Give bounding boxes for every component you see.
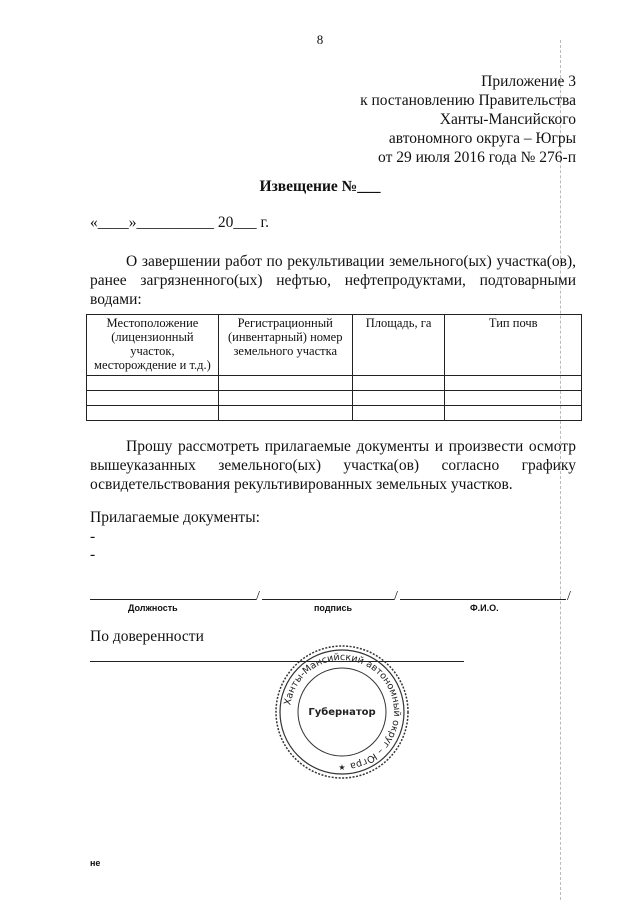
signature-separator: /: [567, 589, 571, 604]
request-text: Прошу рассмотреть прилагаемые документы и произвести осмотр вышеуказанных земельного(ых) участка(ов) согласно графику освидетельствования рекультивированных земельных участков.: [90, 438, 576, 493]
header-soil-type: Тип почв: [445, 315, 582, 376]
table-cell[interactable]: [218, 376, 352, 391]
table-cell[interactable]: [87, 406, 219, 421]
page-number: 8: [316, 32, 324, 47]
table-row: [87, 376, 582, 391]
table-cell[interactable]: [352, 406, 445, 421]
header-location: Местоположение (лицензионный участок, месторождение и т.д.): [87, 315, 219, 376]
signature-line[interactable]: [262, 599, 394, 600]
header-area: Площадь, га: [352, 315, 445, 376]
appendix-line: автономного округа – Югры: [388, 130, 576, 147]
full-name-label: Ф.И.О.: [470, 603, 499, 613]
position-line[interactable]: [90, 599, 256, 600]
signature-separator: /: [394, 589, 398, 604]
seal-center-text: Губернатор: [308, 707, 376, 718]
attached-doc-item: -: [90, 528, 96, 545]
table-cell[interactable]: [352, 376, 445, 391]
request-paragraph: [90, 437, 576, 494]
table-cell[interactable]: [218, 391, 352, 406]
intro-text: О завершении работ по рекультивации земельного(ых) участка(ов), ранее загрязненного(ых) нефтью, нефтепродуктами, подтоварными водами:: [90, 253, 576, 308]
intro-paragraph: [90, 252, 576, 309]
table-cell[interactable]: [445, 406, 582, 421]
plots-table: [86, 314, 582, 421]
header-registration-number: Регистрационный (инвентарный) номер земельного участка: [218, 315, 352, 376]
appendix-line: к постановлению Правительства: [360, 92, 576, 109]
seal-star-icon: ★: [338, 763, 346, 772]
appendix-line: Приложение 3: [481, 73, 576, 90]
table-row: [87, 406, 582, 421]
position-label: Должность: [128, 603, 178, 613]
table-cell[interactable]: [87, 376, 219, 391]
governor-seal: [272, 642, 412, 782]
attached-doc-item: -: [90, 546, 96, 563]
table-cell[interactable]: [445, 391, 582, 406]
full-name-line[interactable]: [400, 599, 566, 600]
appendix-line: Ханты-Мансийского: [439, 111, 576, 128]
date-line: «____»__________ 20___ г.: [90, 214, 269, 231]
table-cell[interactable]: [87, 391, 219, 406]
proxy-label: По доверенности: [90, 628, 204, 645]
appendix-line: от 29 июля 2016 года № 276-п: [378, 149, 576, 166]
seal-ring-text: Ханты-Мансийский автономный округ – Югра: [282, 651, 403, 772]
attached-docs-label: Прилагаемые документы:: [90, 509, 260, 526]
appendix-block: [236, 72, 576, 167]
table-cell[interactable]: [352, 391, 445, 406]
corner-mark: не: [90, 858, 101, 868]
table-cell[interactable]: [445, 376, 582, 391]
table-cell[interactable]: [218, 406, 352, 421]
notice-title: Извещение №___: [259, 178, 381, 195]
table-row: [87, 391, 582, 406]
table-header-row: [87, 315, 582, 376]
signature-label: подпись: [314, 603, 353, 613]
signature-separator: /: [256, 589, 260, 604]
